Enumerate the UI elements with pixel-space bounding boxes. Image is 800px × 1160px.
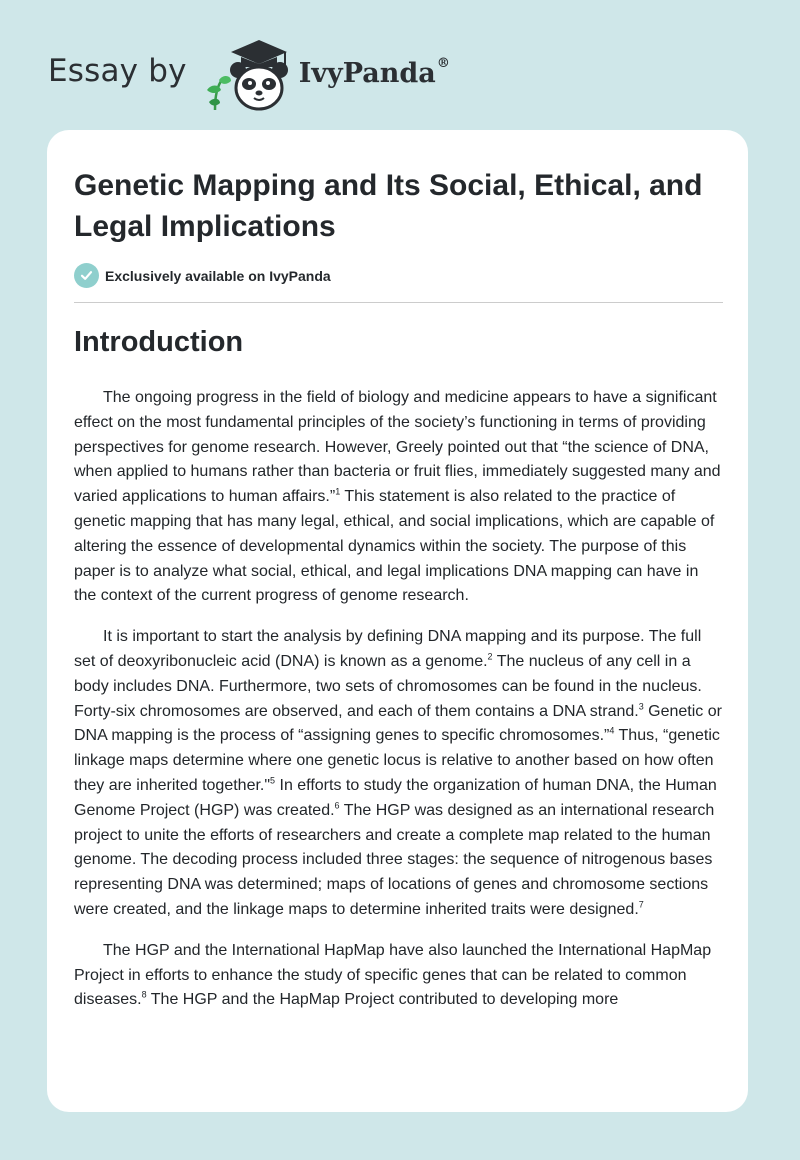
paragraph-text: The HGP was designed as an international research project to unite the efforts of researchers and create a complete map related to the human genome. The decoding process included three stages: the sequence of nitrogenous bases representing DNA was determined; maps of locations of genes and chromosome sections were created, and the linkage maps to determine inherited traits were designed.: [74, 801, 715, 918]
brand-wordmark: IvyPanda: [298, 57, 436, 89]
footnote-ref[interactable]: 1: [335, 486, 341, 497]
paragraph-text: The nucleus of any cell in a body includes DNA. Furthermore, two sets of chromosomes can be found in the nucleus. Forty-six chromosomes are observed, and each of them contains a DNA strand.: [74, 652, 702, 720]
footnote-ref[interactable]: 2: [487, 651, 493, 662]
footnote-ref[interactable]: 3: [638, 701, 644, 712]
footnote-ref[interactable]: 5: [270, 775, 276, 786]
paragraph: [74, 625, 724, 923]
essay-title: Genetic Mapping and Its Social, Ethical, and Legal Implications: [74, 169, 703, 243]
brand-name[interactable]: [298, 55, 450, 89]
paragraph-text: Genetic or DNA mapping is the process of “assigning genes to specific chromosomes.”: [74, 702, 722, 745]
essay-body: [74, 386, 724, 1029]
paragraph: [74, 939, 724, 1013]
section-heading: Introduction: [74, 326, 244, 358]
essay-card: [47, 130, 748, 1112]
registered-mark: ®: [436, 55, 450, 71]
paragraph-text: The HGP and the HapMap Project contributed to developing more: [146, 991, 619, 1009]
paragraph-text: Thus, “genetic linkage maps determine where one genetic locus is relative to another based on how often they are inherited together.": [74, 727, 720, 794]
footnote-ref[interactable]: 4: [609, 726, 615, 737]
paragraph: [74, 386, 724, 609]
exclusive-badge: [74, 263, 331, 288]
footnote-ref[interactable]: 6: [334, 800, 340, 811]
exclusive-label: Exclusively available on IvyPanda: [105, 267, 331, 284]
site-header: [48, 34, 450, 114]
paragraph-text: The HGP and the International HapMap have also launched the International HapMap Project in efforts to enhance the study of specific genes that can be related to common diseases.: [74, 941, 712, 1009]
essay-by-label: Essay by: [48, 53, 187, 89]
paragraph-text: The ongoing progress in the field of biology and medicine appears to have a significant effect on the most fundamental principles of the society’s functioning in terms of providing perspectives for genome research. However, Greely pointed out that “the science of DNA, when applied to humans rather than bacteria or fruit flies, immediately suggested many and varied applications to human affairs.”: [74, 389, 721, 506]
footnote-ref[interactable]: 8: [141, 990, 147, 1000]
panda-logo-icon[interactable]: [201, 34, 293, 114]
divider: [74, 302, 723, 303]
paragraph-text: It is important to start the analysis by defining DNA mapping and its purpose. The full set of deoxyribonucleic acid (DNA) is known as a genome.: [74, 628, 702, 670]
paragraph-text: In efforts to study the organization of human DNA, the Human Genome Project (HGP) was created.: [74, 776, 717, 819]
check-icon: [74, 263, 99, 288]
footnote-ref[interactable]: 7: [638, 899, 644, 910]
paragraph-text: This statement is also related to the practice of genetic mapping that has many legal, ethical, and social implications, which are capable of altering the essence of developmental dynamics within the society. The purpose of this paper is to analyze what social, ethical, and legal implications DNA mapping can have in the context of the current progress of genome research.: [74, 488, 715, 605]
